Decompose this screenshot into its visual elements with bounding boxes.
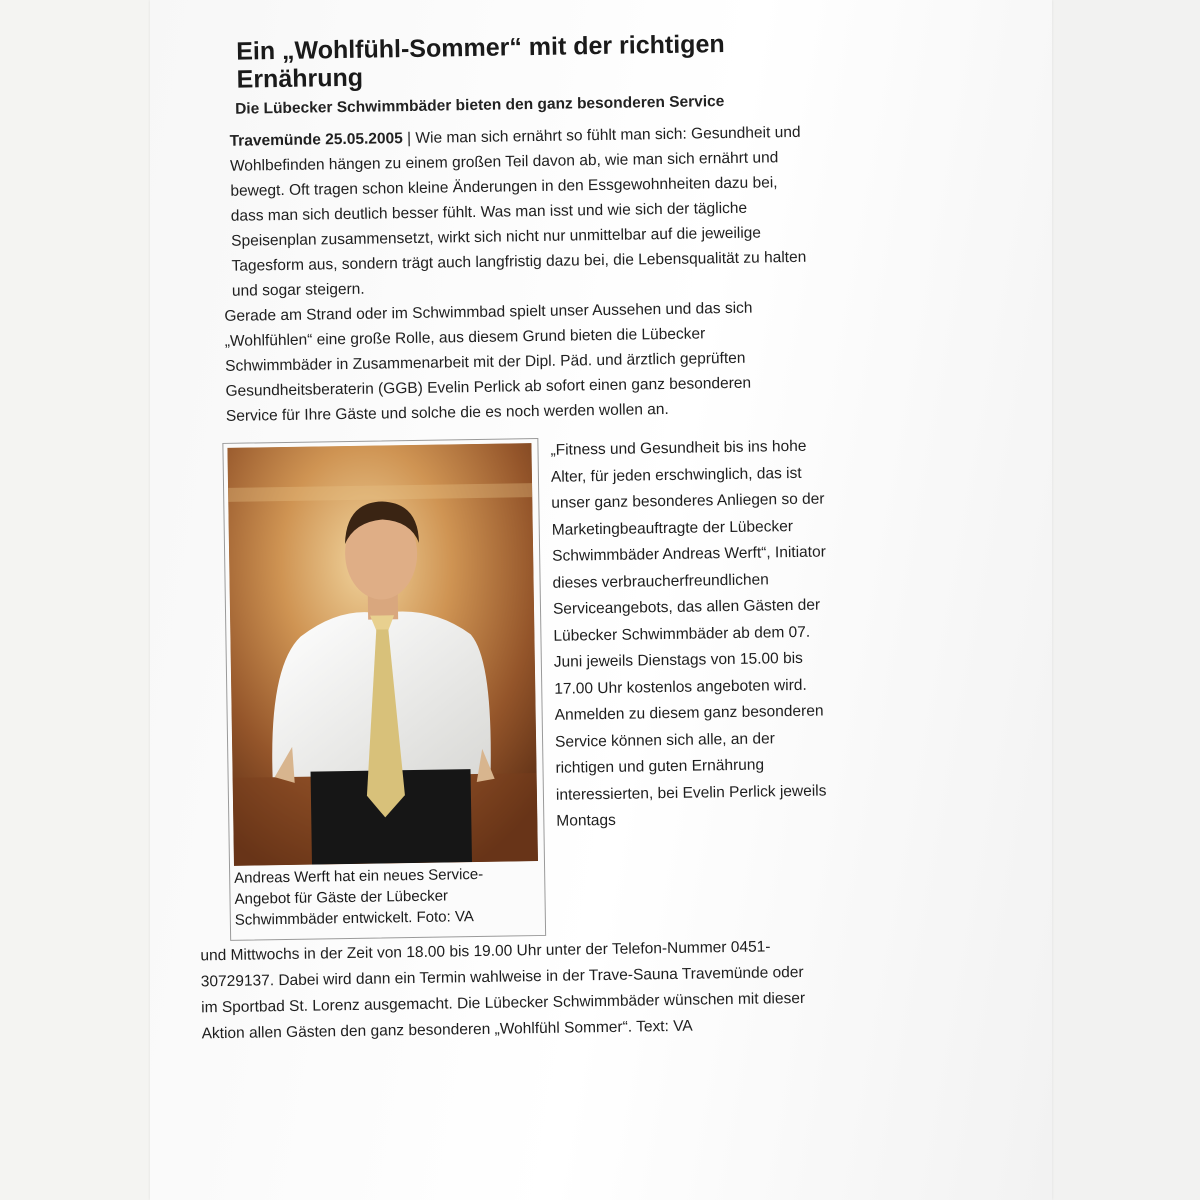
figure-row (222, 434, 827, 943)
article (200, 29, 827, 1063)
signup-paragraph-end: und Mittwochs in der Zeit von 18.00 bis 19.00 Uhr unter der Telefon-Nummer 0451-30729137. Dabei wird dann ein Termin wahlweise in der Trave-Sauna Travemünde oder im Sportbad St. Lorenz ausgemacht. Die Lübecker Schwimmbäder wünschen mit dieser Aktion allen Gästen den ganz besonderen „Wohlfühl Sommer“. Text: VA (200, 938, 806, 1043)
article-dateline: Travemünde 25.05.2005 (229, 130, 403, 150)
signup-paragraph-start: Anmelden zu diesem ganz besonderen Service können sich alle, an der richtigen und guten Ernährung interessierten, bei Evelin Perlick jeweils Montags (554, 702, 827, 830)
quote-column (550, 433, 834, 835)
background-left (0, 0, 150, 1200)
portrait-illustration (227, 443, 538, 866)
article-paragraph-2: Gerade am Strand oder im Schwimmbad spielt unser Aussehen und das sich „Wohlfühlen“ eine große Rolle, aus diesem Grund bieten die Lübecker Schwimmbäder in Zusammenarbeit mit der Dipl. Päd. und ärztlich geprüften Gesundheitsberaterin (GGB) Evelin Perlick ab sofort einen ganz besonderen Service für Ihre Gäste und solche die es noch werden wollen an. (224, 299, 753, 425)
article-headline: Ein „Wohlfühl-Sommer“ mit der richtigen Ernährung (235, 30, 725, 94)
photo-figure (222, 438, 546, 941)
dateline-separator: | (402, 129, 416, 148)
portrait-photo (227, 443, 538, 866)
article-subhead: Die Lübecker Schwimmbäder bieten den ganz besonderen Service (234, 93, 725, 118)
photo-caption: Andreas Werft hat ein neues Service-Angebot für Gäste der Lübecker Schwimmbäder entwickelt. Foto: VA (234, 865, 484, 929)
article-paragraph-1 (229, 120, 807, 304)
background-right (1052, 0, 1200, 1200)
quote-paragraph: „Fitness und Gesundheit bis ins hohe Alter, für jeden erschwinglich, das ist unser ganz besonderes Anliegen so der Marketingbeauftragte der Lübecker Schwimmbäder Andreas Werft“, Initiator dieses verbraucherfreundlichen Serviceangebots, das allen Gästen der Lübecker Schwimmbäder ab dem 07. Juni jeweils Dienstags von 15.00 bis 17.00 Uhr kostenlos angeboten wird. (550, 437, 826, 698)
paragraph-1-text: Wie man sich ernährt so fühlt man sich: Gesundheit und Wohlbefinden hängen zu einem großen Teil davon ab, wie man sich ernährt und bewegt. Oft tragen schon kleine Änderungen in den Essgewohnheiten dazu bei, dass man sich deutlich besser fühlt. Was man isst und wie sich der tägliche Speisenplan zusammensetzt, wirkt sich nicht nur unmittelbar auf die jeweilige Tagesform aus, sondern trägt auch langfristig dazu bei, die Lebensqualität zu halten und sogar steigern. (229, 123, 807, 300)
